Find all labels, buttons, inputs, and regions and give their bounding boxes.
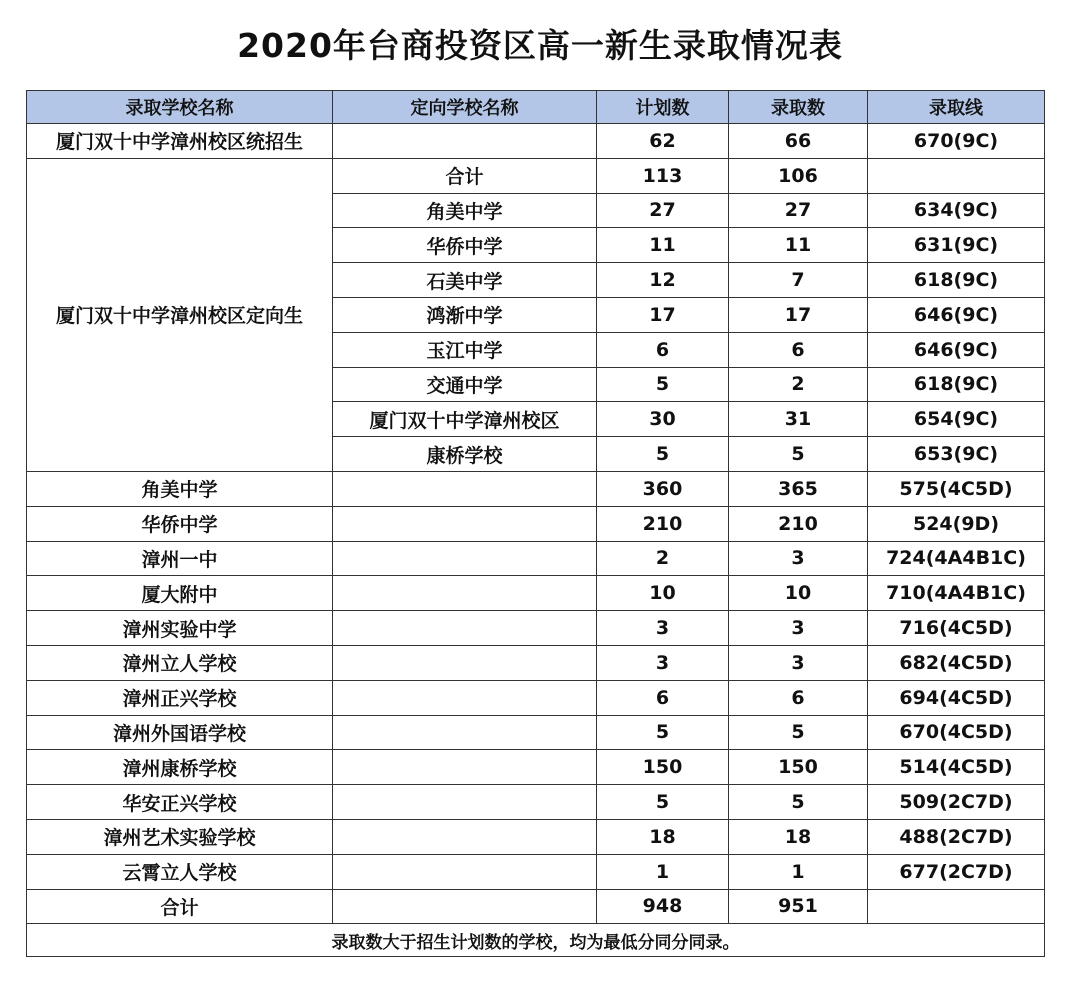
cell-target: 康桥学校	[333, 437, 597, 472]
cell-line: 488(2C7D)	[868, 819, 1045, 854]
table-row	[27, 854, 1045, 889]
table-row	[27, 715, 1045, 750]
admission-table	[26, 90, 1045, 957]
cell-plan: 113	[597, 158, 729, 193]
table-row	[27, 645, 1045, 680]
cell-line: 654(9C)	[868, 402, 1045, 437]
table-row	[27, 819, 1045, 854]
table-row	[27, 158, 1045, 193]
cell-school: 漳州正兴学校	[27, 680, 333, 715]
cell-plan: 27	[597, 193, 729, 228]
cell-target: 交通中学	[333, 367, 597, 402]
table-row	[27, 750, 1045, 785]
cell-target	[333, 541, 597, 576]
cell-admitted: 3	[729, 541, 868, 576]
cell-line: 618(9C)	[868, 367, 1045, 402]
cell-line: 682(4C5D)	[868, 645, 1045, 680]
cell-admitted: 5	[729, 437, 868, 472]
cell-school: 漳州立人学校	[27, 645, 333, 680]
cell-target	[333, 819, 597, 854]
cell-school: 漳州康桥学校	[27, 750, 333, 785]
cell-plan: 5	[597, 437, 729, 472]
cell-target	[333, 750, 597, 785]
header-target-school: 定向学校名称	[333, 91, 597, 124]
cell-line: 716(4C5D)	[868, 611, 1045, 646]
cell-plan: 5	[597, 367, 729, 402]
cell-target: 玉江中学	[333, 332, 597, 367]
cell-plan: 210	[597, 506, 729, 541]
cell-plan: 6	[597, 332, 729, 367]
cell-line	[868, 889, 1045, 924]
cell-admitted: 7	[729, 263, 868, 298]
cell-plan: 150	[597, 750, 729, 785]
cell-school: 厦门双十中学漳州校区定向生	[27, 158, 333, 471]
cell-plan: 3	[597, 611, 729, 646]
table-row	[27, 785, 1045, 820]
cell-admitted: 31	[729, 402, 868, 437]
cell-line: 631(9C)	[868, 228, 1045, 263]
cell-plan: 948	[597, 889, 729, 924]
cell-line: 724(4A4B1C)	[868, 541, 1045, 576]
cell-line: 670(9C)	[868, 124, 1045, 159]
cell-plan: 30	[597, 402, 729, 437]
cell-target: 华侨中学	[333, 228, 597, 263]
table-row	[27, 611, 1045, 646]
cell-line: 646(9C)	[868, 297, 1045, 332]
header-admit-school: 录取学校名称	[27, 91, 333, 124]
cell-line: 575(4C5D)	[868, 471, 1045, 506]
table-row	[27, 541, 1045, 576]
table-body	[27, 124, 1045, 957]
cell-admitted: 5	[729, 785, 868, 820]
page-title: 2020年台商投资区高一新生录取情况表	[237, 26, 843, 65]
cell-school: 漳州艺术实验学校	[27, 819, 333, 854]
header-admitted: 录取数	[729, 91, 868, 124]
cell-line: 618(9C)	[868, 263, 1045, 298]
cell-school: 华侨中学	[27, 506, 333, 541]
cell-admitted: 27	[729, 193, 868, 228]
cell-target	[333, 785, 597, 820]
cell-admitted: 3	[729, 611, 868, 646]
cell-admitted: 106	[729, 158, 868, 193]
cell-admitted: 951	[729, 889, 868, 924]
cell-plan: 5	[597, 715, 729, 750]
table-note: 录取数大于招生计划数的学校，均为最低分同分同录。	[27, 924, 1045, 957]
cell-admitted: 11	[729, 228, 868, 263]
cell-target	[333, 124, 597, 159]
cell-plan: 62	[597, 124, 729, 159]
cell-line	[868, 158, 1045, 193]
cell-school: 漳州实验中学	[27, 611, 333, 646]
cell-plan: 3	[597, 645, 729, 680]
cell-line: 670(4C5D)	[868, 715, 1045, 750]
cell-admitted: 18	[729, 819, 868, 854]
cell-school: 漳州外国语学校	[27, 715, 333, 750]
cell-plan: 6	[597, 680, 729, 715]
cell-target	[333, 471, 597, 506]
table-row	[27, 506, 1045, 541]
cell-admitted: 5	[729, 715, 868, 750]
cell-plan: 360	[597, 471, 729, 506]
cell-admitted: 17	[729, 297, 868, 332]
cell-target: 厦门双十中学漳州校区	[333, 402, 597, 437]
cell-school: 云霄立人学校	[27, 854, 333, 889]
cell-admitted: 6	[729, 680, 868, 715]
cell-line: 677(2C7D)	[868, 854, 1045, 889]
cell-line: 694(4C5D)	[868, 680, 1045, 715]
cell-target: 鸿渐中学	[333, 297, 597, 332]
cell-school: 合计	[27, 889, 333, 924]
cell-admitted: 150	[729, 750, 868, 785]
header-cutoff-line: 录取线	[868, 91, 1045, 124]
cell-target	[333, 715, 597, 750]
cell-target: 角美中学	[333, 193, 597, 228]
cell-school: 角美中学	[27, 471, 333, 506]
cell-line: 646(9C)	[868, 332, 1045, 367]
cell-admitted: 365	[729, 471, 868, 506]
cell-plan: 11	[597, 228, 729, 263]
cell-line: 509(2C7D)	[868, 785, 1045, 820]
cell-admitted: 10	[729, 576, 868, 611]
cell-admitted: 2	[729, 367, 868, 402]
cell-school: 厦大附中	[27, 576, 333, 611]
cell-plan: 10	[597, 576, 729, 611]
cell-line: 524(9D)	[868, 506, 1045, 541]
cell-school: 厦门双十中学漳州校区统招生	[27, 124, 333, 159]
cell-admitted: 3	[729, 645, 868, 680]
table-row	[27, 680, 1045, 715]
cell-plan: 18	[597, 819, 729, 854]
table-row	[27, 576, 1045, 611]
cell-school: 漳州一中	[27, 541, 333, 576]
cell-plan: 5	[597, 785, 729, 820]
cell-admitted: 1	[729, 854, 868, 889]
cell-target: 石美中学	[333, 263, 597, 298]
cell-line: 710(4A4B1C)	[868, 576, 1045, 611]
cell-target	[333, 645, 597, 680]
cell-admitted: 66	[729, 124, 868, 159]
cell-line: 653(9C)	[868, 437, 1045, 472]
cell-target	[333, 611, 597, 646]
header-plan: 计划数	[597, 91, 729, 124]
table-header	[27, 91, 1045, 124]
cell-school: 华安正兴学校	[27, 785, 333, 820]
cell-target	[333, 854, 597, 889]
table-row	[27, 124, 1045, 159]
cell-line: 514(4C5D)	[868, 750, 1045, 785]
cell-target: 合计	[333, 158, 597, 193]
cell-target	[333, 506, 597, 541]
cell-plan: 17	[597, 297, 729, 332]
cell-admitted: 6	[729, 332, 868, 367]
cell-target	[333, 576, 597, 611]
cell-plan: 2	[597, 541, 729, 576]
cell-target	[333, 889, 597, 924]
cell-target	[333, 680, 597, 715]
cell-line: 634(9C)	[868, 193, 1045, 228]
cell-plan: 1	[597, 854, 729, 889]
note-row	[27, 924, 1045, 957]
table-row	[27, 471, 1045, 506]
cell-plan: 12	[597, 263, 729, 298]
cell-admitted: 210	[729, 506, 868, 541]
table-row	[27, 889, 1045, 924]
